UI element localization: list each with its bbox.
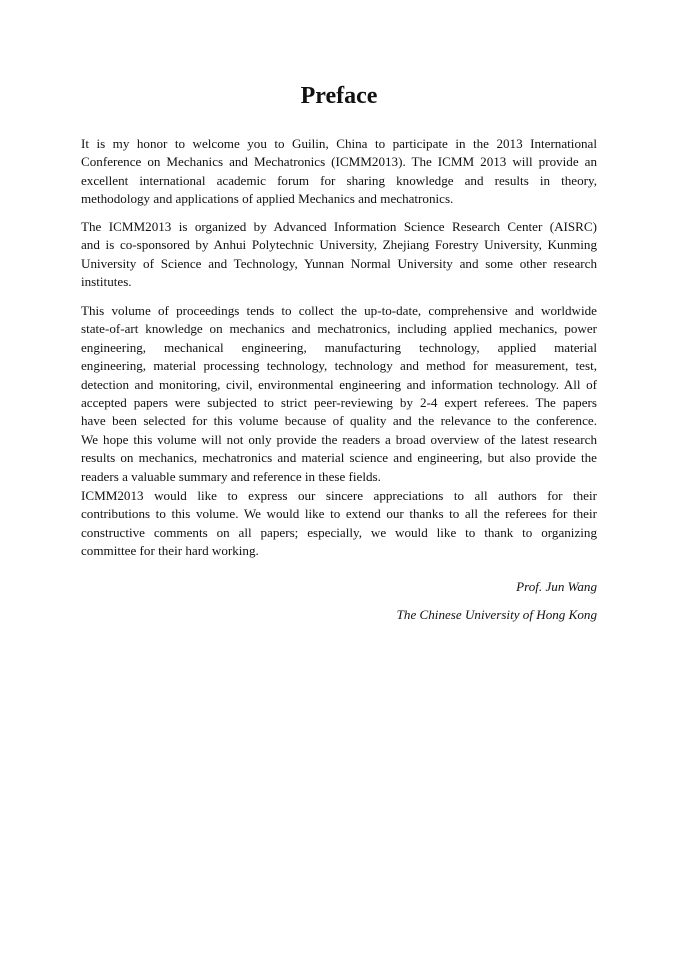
text-line: state-of-art knowledge on mechanics and mechatronics, including applied mechanics, power xyxy=(81,321,597,337)
text-line: have been selected for this volume because of quality and the relevance to the conference. xyxy=(81,413,597,429)
text-line: The ICMM2013 is organized by Advanced Information Science Research Center (AISRC) xyxy=(81,219,597,234)
text-line: This volume of proceedings tends to collect the up-to-date, comprehensive and worldwide xyxy=(81,303,597,318)
text-line: engineering, material processing technology, technology and method for measurement, test, xyxy=(81,358,597,374)
text-line: Conference on Mechanics and Mechatronics (ICMM2013). The ICMM 2013 will provide an xyxy=(81,154,597,170)
text-line: constructive comments on all papers; especially, we would like to thank to organizing xyxy=(81,524,597,540)
text-line: committee for their hard working. xyxy=(81,543,259,559)
text-line: and is co-sponsored by Anhui Polytechnic University, Zhejiang Forestry University, Kunming xyxy=(81,237,597,253)
text-line: methodology and applications of applied Mechanics and mechatronics. xyxy=(81,191,454,207)
signature-affiliation: The Chinese University of Hong Kong xyxy=(396,607,597,622)
text-line: accepted papers were subjected to strict peer-reviewing by 2-4 expert referees. The papers xyxy=(81,394,597,410)
text-line: University of Science and Technology, Yunnan Normal University and some other research xyxy=(81,255,597,271)
text-line: readers a valuable summary and reference in these fields. xyxy=(81,468,381,484)
paragraph-3 xyxy=(81,302,597,486)
page-title: Preface xyxy=(300,83,378,109)
paragraph-1 xyxy=(81,135,597,209)
paragraph-4 xyxy=(81,487,597,561)
text-line: institutes. xyxy=(81,274,132,290)
text-line: ICMM2013 would like to express our sincere appreciations to all authors for their xyxy=(81,488,597,503)
text-line: contributions to this volume. We would like to extend our thanks to all the referees for their xyxy=(81,506,597,522)
paragraph-2 xyxy=(81,218,597,292)
signature-name: Prof. Jun Wang xyxy=(516,579,597,594)
text-line: excellent international academic forum for sharing knowledge and results in theory, xyxy=(81,172,597,188)
text-line: It is my honor to welcome you to Guilin, China to participate in the 2013 International xyxy=(81,136,597,151)
text-line: engineering, mechanical engineering, manufacturing technology, applied material xyxy=(81,339,597,355)
text-line: detection and monitoring, civil, environmental engineering and information technology. All of xyxy=(81,376,597,392)
text-line: We hope this volume will not only provide the readers a broad overview of the latest research xyxy=(81,431,597,447)
text-line: results on mechanics, mechatronics and material science and engineering, but also provide the xyxy=(81,450,597,466)
